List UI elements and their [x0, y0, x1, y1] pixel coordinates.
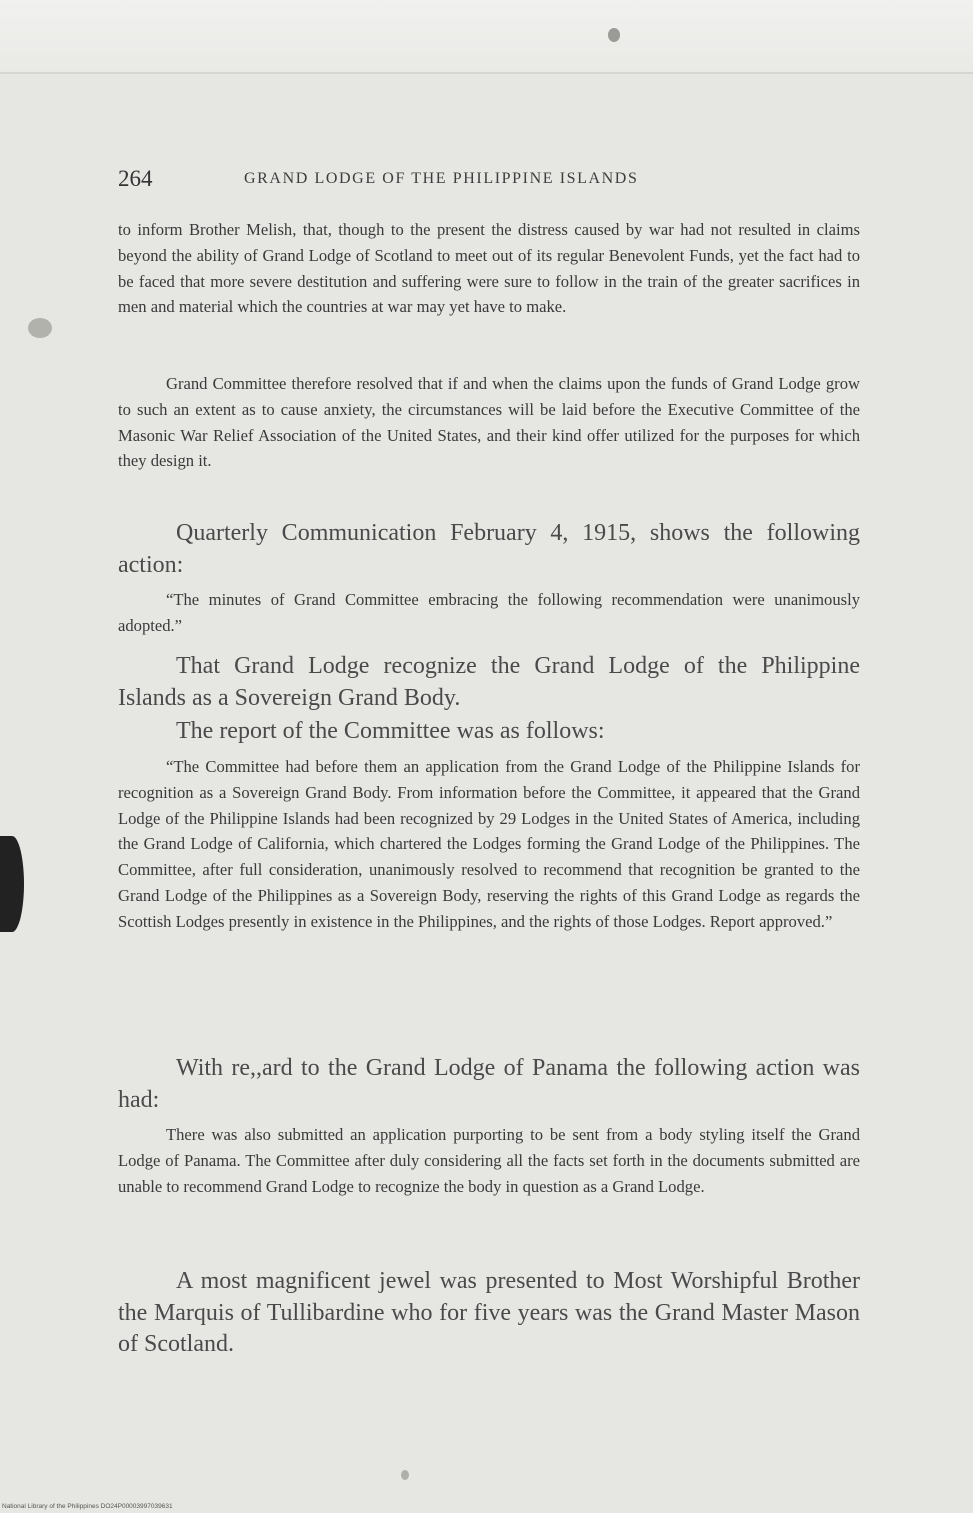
quote-minutes-adopted: “The minutes of Grand Committee embracing the following recommendation were unanimously adopted.”	[118, 590, 860, 635]
paragraph-grand-committee-resolution: Grand Committee therefore resolved that if and when the claims upon the funds of Grand Lodge grow to such an extent as to cause anxiety, the circumstances will be laid before the Executive Committee of the Masonic War Relief Association of the United States, and their kind offer utilized for the purposes for which they design it.	[118, 374, 860, 471]
paragraph-jewel-presentation: A most magnificent jewel was presented to Most Worshipful Brother the Marquis of Tullibardine who for five years was the Grand Master Mason of Scotland.	[118, 1268, 860, 1357]
quote-committee-report: “The Committee had before them an application from the Grand Lodge of the Philippine Islands for recognition as a Sovereign Grand Body. From information before the Committee, it appeared that the Grand Lodge of the Philippine Islands had been recognized by 29 Lodges in the United States of America, including the Grand Lodge of California, which chartered the Lodges forming the Grand Lodge of the Philippines. The Committee, after full consideration, unanimously resolved to recommend that recognition be granted to the Grand Lodge of the Philippines as a Sovereign Body, reserving the rights of this Grand Lodge as regards the Scottish Lodges presently in existence in the Philippines, and the rights of those Lodges. Report approved.”	[118, 757, 860, 931]
paragraph-panama-application: There was also submitted an application purporting to be sent from a body styling itself the Grand Lodge of Panama. The Committee after duly considering all the facts set forth in the documents submitted are unable to recommend Grand Lodge to recognize the body in question as a Grand Lodge.	[118, 1125, 860, 1196]
paragraph-panama-intro: With re,,ard to the Grand Lodge of Panama the following action was had:	[118, 1055, 860, 1113]
paragraph-report-intro: The report of the Committee was as follows:	[176, 718, 605, 744]
page-number: 264	[118, 166, 153, 191]
ink-blot-top	[608, 28, 620, 42]
page-top-edge	[0, 0, 973, 74]
ink-blot-left	[28, 318, 52, 338]
paragraph-recognition-recommendation: That Grand Lodge recognize the Grand Lodge of the Philippine Islands as a Sovereign Grand Body.	[118, 653, 860, 711]
paragraph-quarterly-communication: Quarterly Communication February 4, 1915, shows the following action:	[118, 520, 860, 578]
page-header	[118, 166, 860, 196]
binding-shadow	[0, 836, 24, 932]
ink-blot-bottom	[401, 1470, 409, 1480]
scan-source-note: National Library of the Philippines DO24P00003997039631	[2, 1503, 173, 1510]
running-head: GRAND LODGE OF THE PHILIPPINE ISLANDS	[244, 170, 639, 187]
paragraph-continuation: to inform Brother Melish, that, though to the present the distress caused by war had not resulted in claims beyond the ability of Grand Lodge of Scotland to meet out of its regular Benevolent Funds, yet the fact had to be faced that more severe destitution and suffering were sure to follow in the train of the greater sacrifices in men and material which the countries at war may yet have to make.	[118, 220, 860, 317]
